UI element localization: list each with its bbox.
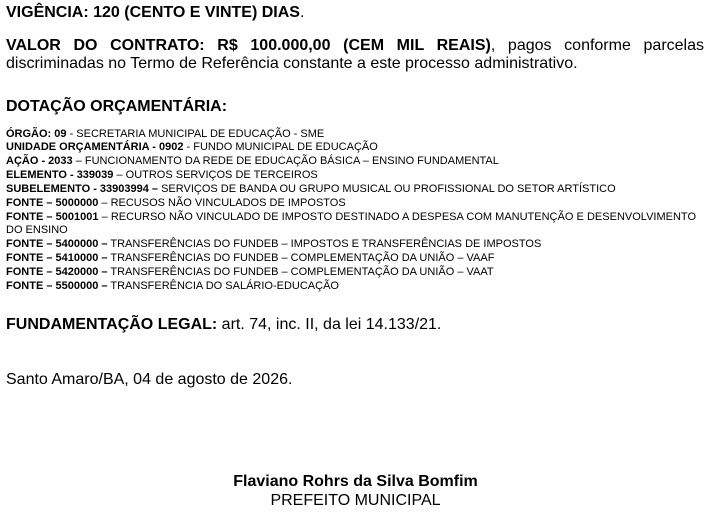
dotacao-fonte-label: FONTE – 5400000 – <box>6 238 108 250</box>
dotacao-subelemento-label: SUBELEMENTO - 33903994 – <box>6 183 159 195</box>
vigencia-line <box>6 4 304 22</box>
vigencia-text: VIGÊNCIA: 120 (CENTO E VINTE) DIAS <box>6 4 300 21</box>
dotacao-fonte-label: FONTE – 5420000 – <box>6 266 108 278</box>
dotacao-fonte-value: TRANSFERÊNCIAS DO FUNDEB – COMPLEMENTAÇÃO DA UNIÃO – VAAT <box>107 266 494 278</box>
vigencia-period: . <box>299 4 305 21</box>
dotacao-orgao-value: - SECRETARIA MUNICIPAL DE EDUCAÇÃO - SME <box>66 128 325 140</box>
dotacao-acao-label: AÇÃO - 2033 <box>6 155 73 167</box>
dotacao-acao <box>6 155 499 168</box>
dotacao-fonte-5000000 <box>6 197 346 210</box>
dotacao-orgao-label: ÓRGÃO: 09 <box>6 128 67 140</box>
dotacao-fonte-value: – RECURSO NÃO VINCULADO DE IMPOSTO DESTINADO A DESPESA COM MANUTENÇÃO E DESENVOLVIMENTO DO ENSINO <box>6 211 696 236</box>
place-date: Santo Amaro/BA, 04 de agosto de 2026. <box>6 371 293 388</box>
dotacao-unidade <box>6 141 378 154</box>
dotacao-unidade-value: - FUNDO MUNICIPAL DE EDUCAÇÃO <box>183 141 378 153</box>
signatory-title: PREFEITO MUNICIPAL <box>270 492 441 509</box>
dotacao-fonte-value: TRANSFERÊNCIAS DO FUNDEB – IMPOSTOS E TRANSFERÊNCIAS DE IMPOSTOS <box>107 238 542 250</box>
valor-paragraph <box>6 37 704 73</box>
dotacao-fonte-label: FONTE – 5001001 <box>6 211 99 223</box>
signatory-name: Flaviano Rohrs da Silva Bomfim <box>233 473 478 490</box>
fundamentacao-label: FUNDAMENTAÇÃO LEGAL: <box>6 316 218 333</box>
dotacao-heading: DOTAÇÃO ORÇAMENTÁRIA: <box>6 98 228 115</box>
fundamentacao-value: art. 74, inc. II, da lei 14.133/21. <box>217 316 442 333</box>
dotacao-fonte-value: TRANSFERÊNCIA DO SALÁRIO-EDUCAÇÃO <box>107 280 339 292</box>
dotacao-acao-value: – FUNCIONAMENTO DA REDE DE EDUCAÇÃO BÁSICA – ENSINO FUNDAMENTAL <box>72 155 499 167</box>
dotacao-subelemento-value: SERVIÇOS DE BANDA OU GRUPO MUSICAL OU PROFISSIONAL DO SETOR ARTÍSTICO <box>158 183 616 195</box>
dotacao-subelemento <box>6 183 616 196</box>
dotacao-elemento <box>6 169 318 182</box>
dotacao-orgao <box>6 128 324 141</box>
dotacao-fonte-value: – RECUSOS NÃO VINCULADOS DE IMPOSTOS <box>98 197 346 209</box>
dotacao-fonte-label: FONTE – 5500000 – <box>6 280 108 292</box>
fundamentacao-line <box>6 316 441 334</box>
dotacao-fonte-5420000 <box>6 266 494 279</box>
dotacao-unidade-label: UNIDADE ORÇAMENTÁRIA - 0902 <box>6 141 184 153</box>
dotacao-fonte-5500000 <box>6 280 339 293</box>
valor-rest: , pagos conforme parcelas discriminadas no Termo de Referência constante a este processo administrativo. <box>6 37 704 72</box>
dotacao-fonte-5400000 <box>6 238 541 251</box>
dotacao-elemento-label: ELEMENTO - 339039 <box>6 169 114 181</box>
dotacao-fonte-5410000 <box>6 252 494 265</box>
dotacao-fonte-value: TRANSFERÊNCIAS DO FUNDEB – COMPLEMENTAÇÃO DA UNIÃO – VAAF <box>107 252 495 264</box>
valor-label: VALOR DO CONTRATO: R$ 100.000,00 (CEM MIL REAIS) <box>6 37 491 54</box>
dotacao-fonte-5001001 <box>6 211 696 237</box>
dotacao-fonte-label: FONTE – 5410000 – <box>6 252 108 264</box>
dotacao-elemento-value: – OUTROS SERVIÇOS DE TERCEIROS <box>113 169 318 181</box>
dotacao-fonte-label: FONTE – 5000000 <box>6 197 99 209</box>
